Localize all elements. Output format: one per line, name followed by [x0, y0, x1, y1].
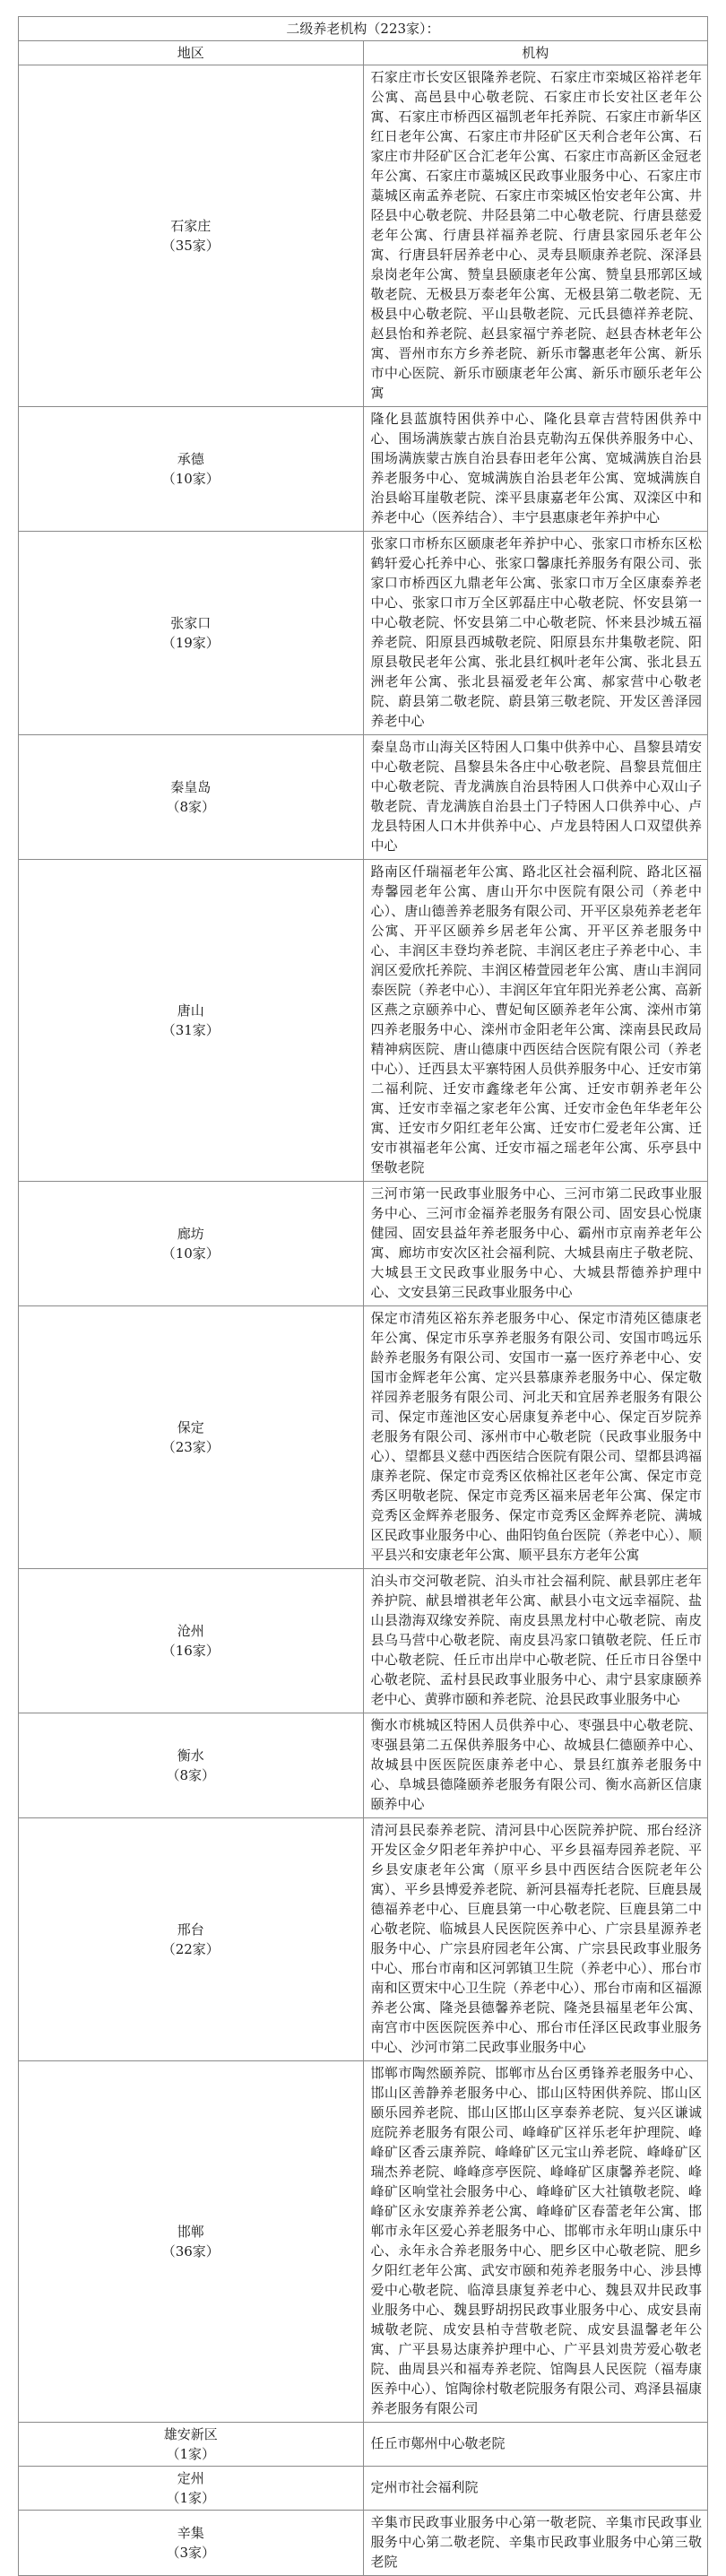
table-row — [19, 532, 708, 735]
region-cell — [19, 65, 364, 407]
region-count: （10家） — [161, 471, 220, 487]
table-row — [19, 65, 708, 407]
table-row — [19, 407, 708, 532]
org-list-cell: 张家口市桥东区颐康老年养护中心、张家口市桥东区松鹤轩爱心托养中心、张家口馨康托养服务有限公司、张家口市桥西区九鼎老年公寓、张家口市万全区康泰养老中心、张家口市万全区郭磊庄中心敬老院、怀安县第一中心敬老院、怀安县第二中心敬老院、怀来县沙城五福养老院、阳原县西城敬老院、阳原县东井集敬老院、阳原县敬民老年公寓、张北县红枫叶老年公寓、张北县五洲老年公寓、张北县福爱老年公寓、郝家营中心敬老院、蔚县第二敬老院、蔚县第三敬老院、开发区善泽园养老中心 — [363, 532, 708, 735]
org-list-cell: 泊头市交河敬老院、泊头市社会福利院、献县郭庄老年养护院、献县增祺老年公寓、献县小屯文远幸福院、盐山县渤海双缘安养院、南皮县黑龙村中心敬老院、南皮县乌马营中心敬老院、南皮县冯家口镇敬老院、任丘市中心敬老院、任丘市出岸中心敬老院、任丘市日谷堡中心敬老院、孟村县民政事业服务中心、肃宁县家康颐养老中心、黄骅市颐和养老院、沧县民政事业服务中心 — [363, 1569, 708, 1713]
region-count: （23家） — [161, 1439, 220, 1455]
table-row — [19, 1569, 708, 1713]
region-cell — [19, 1818, 364, 2061]
region-name: 廊坊 — [177, 1226, 204, 1242]
region-name: 邢台 — [177, 1921, 204, 1938]
region-cell — [19, 1713, 364, 1818]
table-row — [19, 1306, 708, 1569]
org-list-cell: 清河县民泰养老院、清河县中心医院养护院、邢台经济开发区金夕阳老年养护中心、平乡县福寿园养老院、平乡县安康老年公寓（原平乡县中西医结合医院老年公寓）、平乡县博爱养老院、新河县福寿托老院、巨鹿县晟德福养老中心、巨鹿县第一中心敬老院、巨鹿县第二中心敬老院、临城县人民医院医养中心、广宗县星源养老服务中心、广宗县府园老年公寓、广宗县民政事业服务中心、邢台市南和区河郭镇卫生院（养老中心）、邢台市南和区贾宋中心卫生院（养老中心）、邢台市南和区福源养老公寓、隆尧县德馨养老院、隆尧县福星老年公寓、南宫市中医医院医养中心、邢台市任泽区民政事业服务中心、沙河市第二民政事业服务中心 — [363, 1818, 708, 2061]
table-body — [19, 65, 708, 2576]
org-list-cell: 任丘市鄚州中心敬老院 — [363, 2423, 708, 2467]
region-count: （10家） — [161, 1245, 220, 1262]
org-column-header: 机构 — [363, 41, 708, 65]
table-title: 二级养老机构（223家）： — [19, 17, 708, 41]
org-list-cell: 秦皇岛市山海关区特困人口集中供养中心、昌黎县靖安中心敬老院、昌黎县朱各庄中心敬老院、昌黎县荒佃庄中心敬老院、青龙满族自治县特困人口供养中心双山子敬老院、青龙满族自治县土门子特困人口供养中心、卢龙县特困人口木井供养中心、卢龙县特困人口双望供养中心 — [363, 735, 708, 860]
org-list-cell: 路南区仟瑞福老年公寓、路北区社会福利院、路北区福寿馨园老年公寓、唐山开尔中医院有限公司（养老中心）、唐山德善养老服务有限公司、开平区泉苑养老老年公寓、开平区颐养乡居老年公寓、开平区养老服务中心、丰润区丰登均养老院、丰润区老庄子养老中心、丰润区爱欣托养院、丰润区椿萱园老年公寓、唐山丰润同泰医院（养老中心）、丰润区年宜年阳光养老公寓、高新区燕之京颐养中心、曹妃甸区颐养老年公寓、滦州市第四养老服务中心、滦州市金阳老年公寓、滦南县民政局精神病医院、唐山德康中西医结合医院有限公司（养老中心）、迁西县太平寨特困人员供养服务中心、迁安市第二福利院、迁安市鑫缘老年公寓、迁安市朝养老年公寓、迁安市幸福之家老年公寓、迁安市金色年华老年公寓、迁安市夕阳红老年公寓、迁安市仁爱老年公寓、迁安市祺福老年公寓、迁安市福之瑶老年公寓、乐亭县中堡敬老院 — [363, 860, 708, 1182]
region-count: （22家） — [161, 1941, 220, 1957]
region-name: 保定 — [177, 1419, 204, 1435]
region-count: （16家） — [161, 1643, 220, 1659]
org-list-cell: 衡水市桃城区特困人员供养中心、枣强县中心敬老院、枣强县第二五保供养服务中心、故城县仁德颐养中心、故城县中医医院医康养老中心、景县红旗养老服务中心、阜城县德隆颐养老服务有限公司、衡水高新区信康颐养中心 — [363, 1713, 708, 1818]
table-row — [19, 735, 708, 860]
region-count: （19家） — [161, 635, 220, 651]
table-header-row — [19, 41, 708, 65]
table-row — [19, 2061, 708, 2423]
region-cell — [19, 860, 364, 1182]
region-cell — [19, 1182, 364, 1306]
region-name: 衡水 — [177, 1748, 204, 1764]
region-count: （1家） — [166, 2446, 216, 2462]
region-count: （3家） — [166, 2545, 216, 2561]
region-count: （31家） — [161, 1022, 220, 1038]
region-name: 雄安新区 — [163, 2426, 218, 2442]
region-name: 辛集 — [177, 2525, 204, 2541]
org-list-cell: 隆化县蓝旗特困供养中心、隆化县章吉营特困供养中心、围场满族蒙古族自治县克勒沟五保供养服务中心、围场满族蒙古族自治县春田老年公寓、宽城满族自治县养老服务中心、宽城满族自治县老年公寓、宽城满族自治县峪耳崖敬老院、滦平县康嘉老年公寓、双滦区中和养老中心（医养结合）、丰宁县惠康老年养护中心 — [363, 407, 708, 532]
table-row — [19, 2467, 708, 2511]
region-name: 张家口 — [170, 615, 212, 631]
region-cell — [19, 407, 364, 532]
table-row — [19, 1713, 708, 1818]
table-row — [19, 2511, 708, 2576]
org-list-cell: 辛集市民政事业服务中心第一敬老院、辛集市民政事业服务中心第二敬老院、辛集市民政事业服务中心第三敬老院 — [363, 2511, 708, 2576]
region-count: （1家） — [166, 2490, 216, 2506]
org-list-cell: 保定市清苑区裕东养老服务中心、保定市清苑区德康老年公寓、保定市乐享养老服务有限公司、安国市鸣远乐龄养老服务有限公司、安国市一嘉一医疗养老中心、安国市金辉老年公寓、定兴县慕康养老服务中心、保定敬祥园养老服务有限公司、河北天和宜居养老服务有限公司、保定市莲池区安心居康复养老中心、保定百岁院养老服务有限公司、涿州市中心敬老院（民政事业服务中心）、望都县义慈中西医结合医院有限公司、望都县鸿福康养老院、保定市竞秀区依棉社区老年公寓、保定市竞秀区明敬老院、保定市竞秀区福来居老年公寓、保定市竞秀区金辉养老服务、保定市竞秀区金辉养老院、满城区民政事业服务中心、曲阳钧鱼台医院（养老中心）、顺平县兴和安康老年公寓、顺平县东方老年公寓 — [363, 1306, 708, 1569]
org-list-cell: 邯郸市陶然颐养院、邯郸市丛台区勇锋养老服务中心、邯山区善静养老服务中心、邯山区特困供养院、邯山区颐乐园养老院、邯山区邯山区享泰养老院、复兴区谦诚庭院养老服务有限公司、峰峰矿区祥乐老年护理院、峰峰矿区香云康养院、峰峰矿区元宝山养老院、峰峰矿区瑞杰养老院、峰峰彦亭医院、峰峰矿区康馨养老院、峰峰矿区响堂社会服务中心、峰峰矿区大社镇敬老院、峰峰矿区永安康养养老公寓、峰峰矿区春蕾老年公寓、邯郸市永年区爱心养老服务中心、邯郸市永年明山康乐中心、永年永合养老服务中心、肥乡区中心敬老院、肥乡夕阳红老年公寓、武安市颐和苑养老服务中心、涉县博爱中心敬老院、临漳县康复养老中心、魏县双井民政事业服务中心、魏县野胡拐民政事业服务中心、成安县南城敬老院、成安县柏寺营敬老院、成安县温馨老年公寓、广平县易达康养护理中心、广平县刘贵芳爱心敬老院、曲周县兴和福寿养老院、馆陶县人民医院（福寿康医养中心）、馆陶徐村敬老院服务有限公司、鸡泽县福康养老服务有限公司 — [363, 2061, 708, 2423]
table-row — [19, 2423, 708, 2467]
region-count: （8家） — [166, 799, 216, 815]
region-name: 石家庄 — [170, 218, 212, 234]
table-title-row — [19, 17, 708, 41]
region-name: 唐山 — [177, 1002, 204, 1019]
table-row — [19, 1818, 708, 2061]
region-count: （8家） — [166, 1767, 216, 1783]
nursing-institutions-table — [18, 16, 708, 2576]
region-name: 邯郸 — [177, 2224, 204, 2240]
region-cell — [19, 2423, 364, 2467]
document-page — [18, 16, 708, 2576]
region-column-header: 地区 — [19, 41, 364, 65]
region-cell — [19, 2511, 364, 2576]
region-name: 承德 — [177, 451, 204, 467]
region-count: （36家） — [161, 2243, 220, 2259]
region-cell — [19, 1569, 364, 1713]
region-name: 沧州 — [177, 1623, 204, 1639]
region-name: 定州 — [177, 2470, 204, 2486]
region-cell — [19, 1306, 364, 1569]
org-list-cell: 石家庄市长安区银隆养老院、石家庄市栾城区裕祥老年公寓、高邑县中心敬老院、石家庄市长安社区老年公寓、石家庄市桥西区福凯老年托养院、石家庄市新华区红日老年公寓、石家庄市井陉矿区天利合老年公寓、石家庄市井陉矿区合汇老年公寓、石家庄市高新区金冠老年公寓、石家庄市藁城区民政事业服务中心、石家庄市藁城区南孟养老院、石家庄市栾城区怡安老年公寓、井陉县中心敬老院、井陉县第二中心敬老院、行唐县慈爱老年公寓、行唐县祥福养老院、行唐县家园乐老年公寓、行唐县轩居养老中心、灵寿县顺康养老院、深泽县泉岗老年公寓、赞皇县颐康老年公寓、赞皇县邢郭区域敬老院、无极县万泰老年公寓、无极县第二敬老院、无极县中心敬老院、平山县敬老院、元氏县德祥养老院、赵县怡和养老院、赵县家福宁养老院、赵县杏林老年公寓、晋州市东方乡养老院、新乐市馨惠老年公寓、新乐市中心医院、新乐市颐康老年公寓、新乐市颐乐老年公寓 — [363, 65, 708, 407]
org-list-cell: 三河市第一民政事业服务中心、三河市第二民政事业服务中心、三河市金福养老服务有限公司、固安县心悦康健园、固安县益年养老服务中心、霸州市京南养老年公寓、廊坊市安次区社会福利院、大城县南庄子敬老院、大城县王文民政事业服务中心、大城县帮德养护理中心、文安县第三民政事业服务中心 — [363, 1182, 708, 1306]
region-cell — [19, 735, 364, 860]
table-row — [19, 1182, 708, 1306]
region-cell — [19, 532, 364, 735]
region-cell — [19, 2467, 364, 2511]
region-name: 秦皇岛 — [170, 779, 212, 795]
region-cell — [19, 2061, 364, 2423]
org-list-cell: 定州市社会福利院 — [363, 2467, 708, 2511]
region-count: （35家） — [161, 238, 220, 254]
table-row — [19, 860, 708, 1182]
